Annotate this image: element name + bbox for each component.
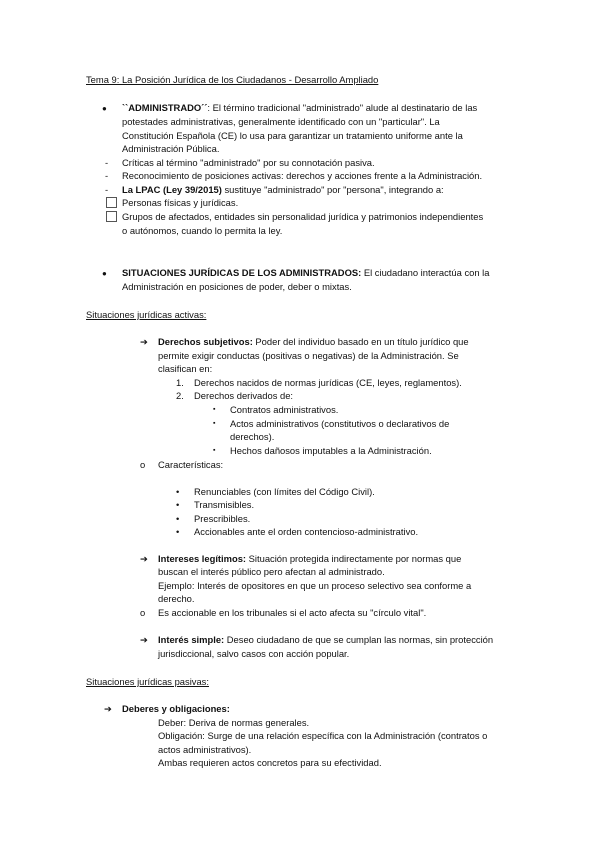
bullet-dot: • <box>176 499 180 510</box>
bullet-dot: • <box>176 526 180 537</box>
lpac-text: sustituye "administrado" por "persona", integrando a: <box>221 184 444 195</box>
intereses-line1 <box>158 552 461 566</box>
item1-text: Derechos nacidos de normas jurídicas (CE, leyes, reglamentos). <box>194 377 462 388</box>
bullet-dot: • <box>176 513 180 524</box>
reconocimiento-text: Reconocimiento de posiciones activas: derechos y acciones frente a la Administración. <box>122 170 483 181</box>
c4-text: Accionables ante el orden contencioso-administrativo. <box>194 526 419 537</box>
arrow-icon: ➔ <box>140 634 148 645</box>
situaciones-text-1: El ciudadano interactúa con la <box>361 267 490 278</box>
simple-text-1: Deseo ciudadano de que se cumplan las normas, sin protección <box>224 634 494 645</box>
page-title: Tema 9: La Posición Jurídica de los Ciudadanos - Desarrollo Ampliado <box>86 74 379 85</box>
simple-label: Interés simple: <box>158 634 225 645</box>
situaciones-text-2: Administración en posiciones de poder, deber o mixtas. <box>122 281 352 292</box>
administrado-text-4: Administración Pública. <box>122 143 220 154</box>
simple-line1 <box>158 633 493 647</box>
ambas-text: Ambas requieren actos concretos para su efectividad. <box>158 757 382 768</box>
sub1-text: Contratos administrativos. <box>230 404 339 415</box>
activas-heading: Situaciones jurídicas activas: <box>86 309 207 320</box>
intereses-text-1: Situación protegida indirectamente por normas que <box>246 553 462 564</box>
numbered-marker: 1. <box>176 377 184 388</box>
intereses-label: Intereses legítimos: <box>158 553 247 564</box>
numbered-marker: 2. <box>176 390 184 401</box>
intereses-text-2: buscan el interés público pero afectan al administrado. <box>158 566 385 577</box>
administrado-text-2: potestades administrativas, generalmente identificado con un "particular". La <box>122 116 440 127</box>
checkbox-grupos[interactable] <box>106 211 117 222</box>
pasivas-heading: Situaciones jurídicas pasivas: <box>86 676 209 687</box>
deber-text: Deber: Deriva de normas generales. <box>158 717 310 728</box>
bullet-administrado: ● <box>102 104 107 113</box>
situaciones-line1 <box>122 266 489 280</box>
caracteristicas-label: Características: <box>158 459 224 470</box>
dash-marker: - <box>105 157 109 168</box>
accionable-text: Es accionable en los tribunales si el acto afecta su "círculo vital". <box>158 607 427 618</box>
arrow-icon: ➔ <box>140 553 148 564</box>
administrado-term: ``ADMINISTRADO´´ <box>122 102 208 113</box>
obligacion-text-1: Obligación: Surge de una relación específica con la Administración (contratos o <box>158 730 488 741</box>
square-bullet-icon: ▪ <box>213 447 216 454</box>
square-bullet-icon: ▪ <box>213 420 216 427</box>
bullet-situaciones: ● <box>102 269 107 278</box>
derechos-text-3: clasifican en: <box>158 363 213 374</box>
intereses-text-3: Ejemplo: Interés de opositores en que un proceso selectivo sea conforme a <box>158 580 472 591</box>
administrado-para-line1 <box>122 101 477 115</box>
c2-text: Transmisibles. <box>194 499 255 510</box>
deberes-label-text: Deberes y obligaciones: <box>122 703 230 714</box>
derechos-label: Derechos subjetivos: <box>158 336 253 347</box>
check2-text-1: Grupos de afectados, entidades sin personalidad jurídica y patrimonios independientes <box>122 211 484 222</box>
sub2-text-1: Actos administrativos (constitutivos o declarativos de <box>230 418 450 429</box>
dash-marker: - <box>105 170 109 181</box>
item2-text: Derechos derivados de: <box>194 390 294 401</box>
lpac-ref: La LPAC (Ley 39/2015) <box>122 184 222 195</box>
simple-text-2: jurisdiccional, salvo casos con acción popular. <box>158 648 350 659</box>
critica-text: Críticas al término "administrado" por su connotación pasiva. <box>122 157 375 168</box>
circle-marker: o <box>140 607 146 618</box>
deberes-label <box>122 702 230 716</box>
obligacion-text-2: actos administrativos). <box>158 744 252 755</box>
sub3-text: Hechos dañosos imputables a la Administración. <box>230 445 432 456</box>
dash-marker: - <box>105 184 109 195</box>
check2-text-2: o autónomos, cuando lo permita la ley. <box>122 225 283 236</box>
derechos-text-2: permite exigir conductas (positivas o negativas) de la Administración. Se <box>158 350 459 361</box>
situaciones-heading: SITUACIONES JURÍDICAS DE LOS ADMINISTRADOS: <box>122 267 362 278</box>
c1-text: Renunciables (con límites del Código Civil). <box>194 486 375 497</box>
administrado-text-3: Constitución Española (CE) lo usa para garantizar un tratamiento uniforme ante la <box>122 130 463 141</box>
arrow-icon: ➔ <box>104 703 112 714</box>
derechos-text-1: Poder del individuo basado en un título jurídico que <box>252 336 469 347</box>
check1-text: Personas físicas y jurídicas. <box>122 197 239 208</box>
administrado-text-1: : El término tradicional "administrado" alude al destinatario de las <box>207 102 478 113</box>
checkbox-personas[interactable] <box>106 197 117 208</box>
square-bullet-icon: ▪ <box>213 406 216 413</box>
bullet-dot: • <box>176 486 180 497</box>
derechos-line1 <box>158 335 469 349</box>
intereses-text-4: derecho. <box>158 593 195 604</box>
c3-text: Prescribibles. <box>194 513 251 524</box>
arrow-icon: ➔ <box>140 336 148 347</box>
lpac-line <box>122 183 444 197</box>
sub2-text-2: derechos). <box>230 431 275 442</box>
circle-marker: o <box>140 459 146 470</box>
